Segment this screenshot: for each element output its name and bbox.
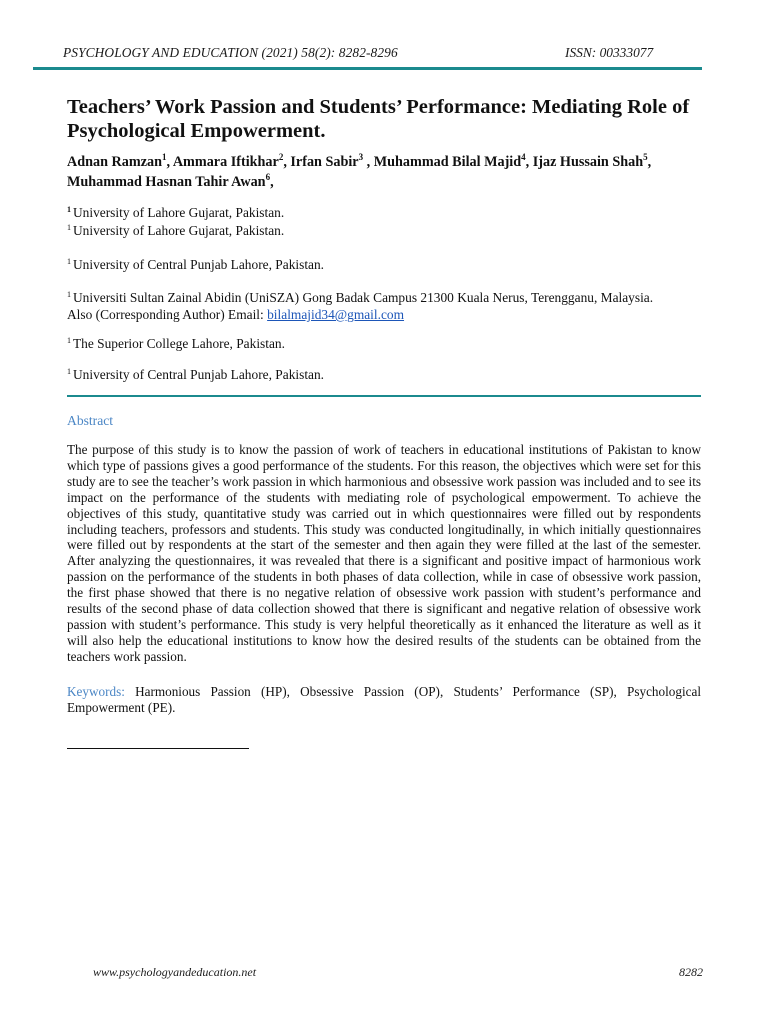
affiliation-text: Universiti Sultan Zainal Abidin (UniSZA) Gong Badak Campus 21300 Kuala Nerus, Terengganu, Malaysia. bbox=[73, 290, 654, 305]
corresponding-author-label: Also (Corresponding Author) Email: bbox=[67, 307, 268, 322]
affiliation-text: University of Lahore Gujarat, Pakistan. bbox=[73, 223, 285, 238]
affiliation-text: University of Central Punjab Lahore, Pakistan. bbox=[73, 257, 325, 272]
author-name: Muhammad Hasnan Tahir Awan bbox=[67, 174, 266, 190]
affiliation bbox=[67, 256, 707, 273]
affiliation-number: 1 bbox=[67, 290, 71, 299]
affiliation-text: The Superior College Lahore, Pakistan. bbox=[73, 336, 285, 351]
abstract-heading: Abstract bbox=[67, 413, 114, 428]
author-affiliation-number: 1 bbox=[162, 152, 167, 162]
author-name: Adnan Ramzan bbox=[67, 154, 162, 170]
abstract-body: The purpose of this study is to know the passion of work of teachers in educational institutions of Pakistan to know which type of passions gives a good performance of the students. For this reason, the objectives which were set for this study are to see the teacher’s work passion in which harmonious and obsessive work passion was included and to see its impact on the performance of the students with mediating role of psychological empowerment. To achieve the objectives of this study, quantitative study was carried out in which questionnaires were filled out by respondents including teachers, professors and students. This study was conducted longitudinally, in which initially questionnaires were filled out by respondents at the start of the semester and then again they were filled at the last of the semester. After analyzing the questionnaires, it was revealed that there is a significant and positive impact of harmonious work passion on the performance of the students in both phases of data collection, while in case of obsessive work passion, the first phase showed that there is no negative relation of obsessive work passion with student’s performance and results of the second phase of data collection showed that there is significant and negative relation of obsessive work passion with student’s performance. This study is very helpful theoretically as it enhanced the literature as well as it will also help the educational institutions to know how the desired results of the students can be obtained from the teachers work passion. bbox=[67, 442, 701, 664]
footer-website: www.psychologyandeducation.net bbox=[93, 965, 257, 979]
affiliation-number: 1 bbox=[67, 367, 71, 376]
affiliation-text: University of Central Punjab Lahore, Pakistan. bbox=[73, 367, 325, 382]
keywords bbox=[67, 684, 701, 716]
keywords-label: Keywords: bbox=[67, 684, 125, 699]
affiliation-number: 1 bbox=[67, 336, 71, 345]
affiliation-number: 1 bbox=[67, 257, 71, 266]
affiliation bbox=[67, 222, 707, 239]
affiliation-text: University of Lahore Gujarat, Pakistan. bbox=[73, 205, 285, 220]
page-number: 8282 bbox=[679, 965, 703, 979]
affiliation-number: 1 bbox=[67, 223, 71, 232]
author-affiliation-number: 6 bbox=[265, 172, 271, 182]
author-name: Ammara Iftikhar bbox=[172, 154, 279, 170]
affiliation bbox=[67, 335, 707, 352]
author-affiliation-number: 2 bbox=[278, 152, 284, 162]
affiliation bbox=[67, 204, 707, 221]
header-rule bbox=[33, 67, 702, 70]
email-link[interactable]: bilalmajid34@gmail.com bbox=[267, 307, 405, 322]
affiliation-number: 1 bbox=[67, 205, 71, 214]
paper-title: Teachers’ Work Passion and Students’ Performance: Mediating Role of Psychological Empowerment. bbox=[67, 96, 690, 142]
keywords-text: Harmonious Passion (HP), Obsessive Passion (OP), Students’ Performance (SP), Psychological Empowerment (PE). bbox=[67, 684, 701, 715]
journal-header: PSYCHOLOGY AND EDUCATION (2021) 58(2): 8282-8296 bbox=[63, 45, 398, 60]
section-rule bbox=[67, 395, 701, 397]
footnote-rule bbox=[67, 748, 249, 749]
author-name: Muhammad Bilal Majid bbox=[373, 154, 522, 170]
author-affiliation-number: 3 bbox=[358, 152, 364, 162]
affiliation bbox=[67, 289, 707, 323]
issn-header: ISSN: 00333077 bbox=[565, 45, 654, 60]
author-name: Irfan Sabir bbox=[290, 154, 359, 170]
affiliation bbox=[67, 366, 707, 383]
author-affiliation-number: 5 bbox=[643, 152, 648, 162]
author-name: Ijaz Hussain Shah bbox=[532, 154, 644, 170]
author-list: Adnan Ramzan$^1$, Ammara Iftikhar$^2$, Irfan Sabir$^3$ , Muhammad Bilal Majid$^4$, Ijaz Hussain Shah$^5$, Muhammad Hasnan Tahir Awan$^6$, bbox=[67, 152, 652, 190]
author-affiliation-number: 4 bbox=[521, 152, 526, 162]
